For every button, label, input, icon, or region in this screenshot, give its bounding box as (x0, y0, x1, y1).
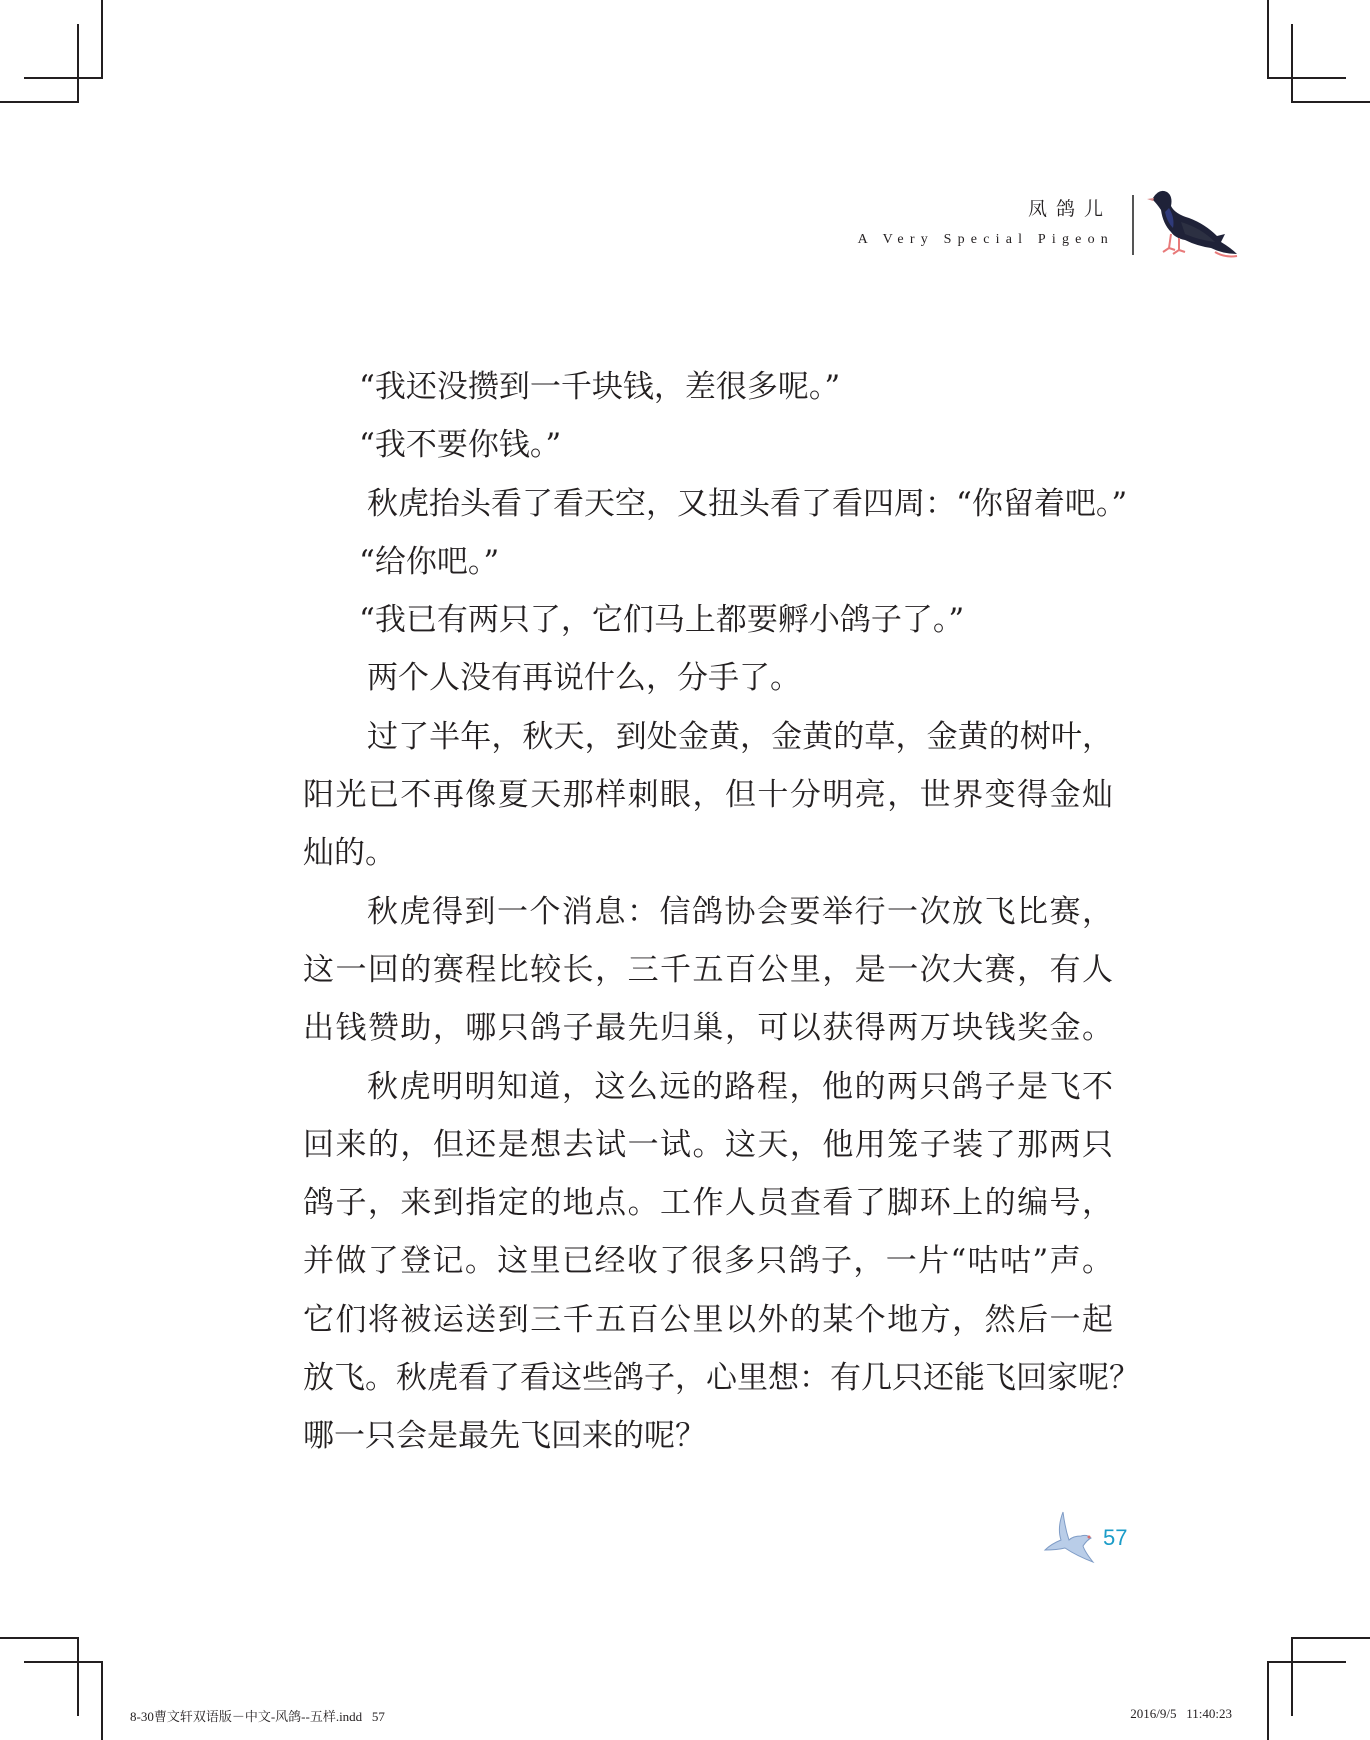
text-line: 秋虎抬头看了看天空，又扭头看了看四周：“你留着吧。” (367, 485, 1128, 522)
text-line: 放飞。秋虎看了看这些鸽子，心里想：有几只还能飞回家呢？ (303, 1360, 1140, 1397)
text-line: 回来的，但还是想去试一试。这天，他用笼子装了那两只 (303, 1126, 1113, 1163)
text-line: 出钱赞助，哪只鸽子最先归巢，可以获得两万块钱奖金。 (303, 1010, 1113, 1047)
running-header-title-cn: 凤鸽儿 (1027, 198, 1112, 220)
text-line: 两个人没有再说什么，分手了。 (367, 660, 801, 697)
text-line: 这一回的赛程比较长，三千五百公里，是一次大赛，有人 (303, 951, 1113, 988)
slug-file-info: 8-30曹文轩双语版－中文-风鸽--五样.indd 57 (130, 1709, 385, 1724)
text-line: 秋虎得到一个消息：信鸽协会要举行一次放飞比赛， (367, 893, 1113, 930)
text-line: 秋虎明明知道，这么远的路程，他的两只鸽子是飞不 (367, 1068, 1113, 1105)
text-line: 阳光已不再像夏天那样刺眼，但十分明亮，世界变得金灿 (303, 777, 1113, 814)
body-text (303, 358, 1140, 1466)
pigeon-illustration-icon (1145, 188, 1240, 260)
slug-timestamp: 2016/9/5 11:40:23 (1130, 1706, 1232, 1721)
text-line: “给你吧。” (359, 543, 500, 580)
text-line: “我还没攒到一千块钱，差很多呢。” (359, 369, 841, 405)
text-line: “我已有两只了，它们马上都要孵小鸽子了。” (359, 602, 965, 639)
text-line: 灿的。 (303, 835, 396, 872)
text-line: 哪一只会是最先飞回来的呢？ (303, 1418, 706, 1455)
header-divider (1132, 195, 1134, 255)
running-header-title-en: A Very Special Pigeon (857, 232, 1114, 247)
flying-dove-icon (1043, 1510, 1099, 1564)
text-line: 过了半年，秋天，到处金黄，金黄的草，金黄的树叶， (367, 718, 1113, 755)
text-line: “我不要你钱。” (359, 427, 562, 464)
text-line: 鸽子，来到指定的地点。工作人员查看了脚环上的编号， (303, 1185, 1113, 1222)
text-line: 并做了登记。这里已经收了很多只鸽子，一片“咕咕”声。 (303, 1243, 1113, 1280)
page-number: 57 (1103, 1525, 1128, 1550)
text-line: 它们将被运送到三千五百公里以外的某个地方，然后一起 (303, 1301, 1113, 1338)
